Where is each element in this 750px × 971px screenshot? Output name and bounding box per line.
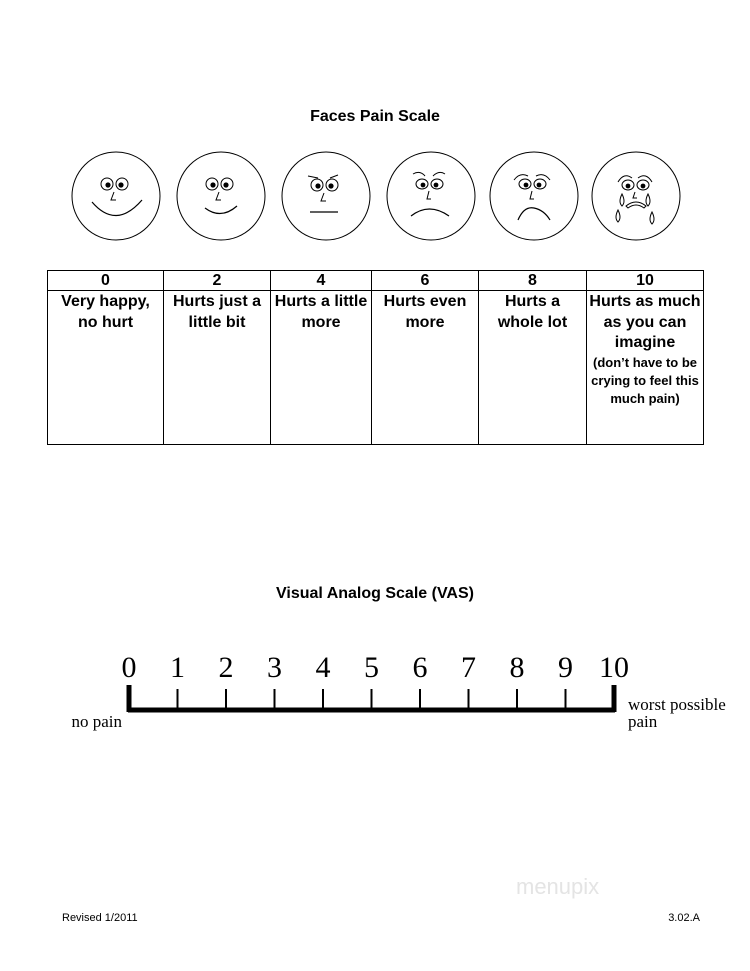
vas-tick-label: 6 — [412, 651, 428, 684]
rating-description-text: Hurts a whole lot — [497, 293, 568, 331]
document-code: 3.02.A — [668, 912, 700, 924]
vas-tick-label: 10 — [599, 651, 629, 684]
rating-header-0: 0 — [48, 271, 164, 291]
pain-rating-table — [47, 270, 704, 445]
rating-description-0 — [48, 291, 164, 445]
slightly-happy-face-icon — [175, 150, 267, 242]
rating-header-10: 10 — [587, 271, 704, 291]
vas-tick-label: 8 — [509, 651, 525, 684]
vas-tick-label: 0 — [121, 651, 137, 684]
rating-description-6 — [372, 291, 479, 445]
rating-description-text: Hurts as much as you can imagine — [589, 293, 701, 351]
rating-header-8: 8 — [479, 271, 587, 291]
rating-header-4: 4 — [271, 271, 372, 291]
rating-description-text: Very happy, no hurt — [61, 293, 150, 331]
rating-description-text: Hurts a little more — [274, 293, 368, 331]
vas-left-label: no pain — [71, 712, 122, 731]
vas-tick-label: 2 — [218, 651, 234, 684]
rating-description-2 — [164, 291, 271, 445]
faces-scale-title: Faces Pain Scale — [310, 108, 440, 125]
rating-description-note: (don’t have to be crying to feel this much pain) — [591, 354, 699, 406]
faces-row — [0, 150, 750, 250]
vas-title: Visual Analog Scale (VAS) — [276, 585, 474, 602]
vas-tick-label: 9 — [558, 651, 573, 684]
rating-description-text: Hurts just a little bit — [172, 293, 261, 331]
rating-description-4 — [271, 291, 372, 445]
vas-tick-label: 4 — [315, 651, 331, 684]
watermark-text: menupix — [516, 874, 600, 899]
revision-date: Revised 1/2011 — [62, 912, 138, 924]
rating-description-row — [48, 291, 704, 445]
rating-description-8 — [479, 291, 587, 445]
sad-face-icon — [488, 150, 580, 242]
rating-description-10 — [587, 291, 704, 445]
rating-description-text: Hurts even more — [383, 293, 467, 331]
vas-tick-label: 5 — [364, 651, 379, 684]
rating-header-2: 2 — [164, 271, 271, 291]
frowning-face-icon — [385, 150, 477, 242]
crying-face-icon — [590, 150, 682, 242]
rating-header-6: 6 — [372, 271, 479, 291]
vas-tick-label: 3 — [267, 651, 282, 684]
vas-right-label: worst possible pain — [628, 695, 726, 731]
very-happy-face-icon — [70, 150, 162, 242]
neutral-face-icon — [280, 150, 372, 242]
vas-tick-label: 7 — [461, 651, 476, 684]
vas-tick-label: 1 — [170, 651, 185, 684]
rating-header-row — [48, 271, 704, 291]
menupix-watermark-logo — [516, 872, 636, 902]
